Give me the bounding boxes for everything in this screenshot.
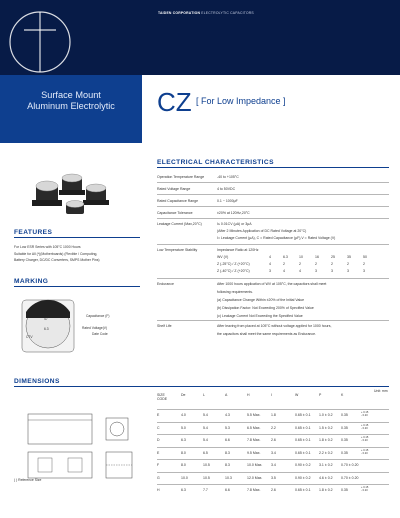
series-subtitle: [ For Low Impedance ]	[196, 96, 286, 106]
dim-cell: 12.0 Max.	[247, 475, 263, 480]
corp-name: TAIDEN CORPORATION ELECTROLYTIC CAPACITORS	[158, 11, 254, 15]
dim-cell: 2.2	[271, 425, 276, 430]
series-name: CZ	[157, 87, 192, 117]
dim-cell: 6.5 Max.	[247, 425, 261, 430]
dim-cell: + 0.15 - 0.20	[361, 436, 369, 442]
dim-cell: 0.65 ± 0.1	[295, 438, 311, 442]
dim-cell: 7.8 Max.	[247, 438, 261, 442]
dim-cell: 0.65 ± 0.1	[295, 413, 311, 417]
dim-header: K	[341, 393, 344, 397]
dim-cell: E	[157, 450, 160, 455]
dim-cell: 0.35	[341, 425, 348, 430]
dim-cell: 0.65 ± 0.1	[295, 450, 311, 455]
dim-cell: 3.1 ± 0.2	[319, 463, 333, 467]
marking-diagram	[14, 290, 134, 360]
dim-cell: 0.35	[341, 413, 348, 417]
dim-cell: 5.5 Max.	[247, 413, 261, 417]
dim-cell: 2.6	[271, 488, 276, 492]
dim-cell: + 0.15 - 0.20	[361, 448, 369, 455]
dim-cell: H	[157, 488, 160, 492]
dim-cell: 10.5	[203, 475, 210, 480]
dim-cell: G	[157, 475, 160, 480]
dim-cell: 4.6 ± 0.2	[319, 475, 333, 480]
reference-note: ( ) Reference Size	[14, 478, 42, 482]
dim-cell: 6.3	[181, 488, 186, 492]
dim-cell: 4.3	[225, 413, 230, 417]
dim-cell: 7.8 Max.	[247, 488, 261, 492]
dim-cell: 0.90 ± 0.2	[295, 463, 311, 467]
dim-header: De	[181, 393, 186, 397]
mark-series: CTV	[26, 335, 33, 339]
dim-header: W	[295, 393, 299, 397]
dim-cell: 8.0	[181, 463, 186, 467]
dim-cell: 5.3	[225, 425, 230, 430]
dim-cell: 9.5 Max.	[247, 450, 261, 455]
dim-cell: 0.70 ± 0.20	[341, 475, 359, 480]
dim-cell: 1.5 ± 0.2	[319, 425, 333, 430]
dim-cell: 6.5	[203, 450, 208, 455]
dim-cell: 0.65 ± 0.1	[295, 488, 311, 492]
dim-header: P	[319, 393, 322, 397]
dim-cell: 10.5	[203, 463, 210, 467]
dim-cell: D	[157, 438, 160, 442]
dim-cell: 0.35	[341, 450, 348, 455]
marking-rule	[14, 286, 140, 287]
dim-header: I	[271, 393, 272, 397]
dim-cell: 3.4	[271, 450, 276, 455]
dim-cell: 2.6	[271, 438, 276, 442]
dim-header: H	[247, 393, 250, 397]
dim-cell: 8.0	[181, 450, 186, 455]
dim-header: A	[225, 393, 228, 397]
marking-cap-label: Capacitance (F)	[86, 314, 110, 318]
dim-cell: 1.8 ± 0.2	[319, 438, 333, 442]
dimensions-rule	[14, 386, 389, 387]
dim-cell: 0.35	[341, 488, 348, 492]
capacitor-photo	[20, 172, 128, 220]
dim-cell: 5.4	[203, 413, 208, 417]
dim-cell: 4.0	[181, 413, 186, 417]
marking-date-label: Date Code	[92, 332, 108, 336]
dimension-drawing	[14, 410, 140, 486]
dim-cell: 6.6	[225, 488, 230, 492]
dim-cell: 10.0	[181, 475, 188, 480]
dim-cell: 8.3	[225, 463, 230, 467]
dim-cell: + 0.15 - 0.20	[361, 423, 369, 430]
mark-voltage: 6.3	[44, 327, 49, 331]
features-rule	[14, 237, 140, 238]
dim-cell: 10.3	[225, 475, 232, 480]
features-text: For Low ESR Series with 105°C 1000 Hours Suitable for All (*)(Motherboards) (Flexible / Computing, Battery Charger, DC/DC Converters, SMPS Mother Pins)	[14, 245, 100, 263]
dim-cell: E	[157, 413, 160, 417]
dim-cell: 1.0 ± 0.2	[319, 413, 333, 417]
dim-cell: C	[157, 425, 160, 430]
dim-cell: 1.8 ± 0.2	[319, 488, 333, 492]
features-heading: FEATURES	[14, 229, 53, 236]
dim-cell: 5.4	[203, 438, 208, 442]
dim-cell: 0.65 ± 0.1	[295, 425, 311, 430]
dim-cell: + 0.15 - 0.20	[361, 486, 369, 492]
dim-cell: 6.6	[225, 438, 230, 442]
product-category-title: Surface Mount Aluminum Electrolytic	[27, 90, 115, 111]
dim-cell: 2.2 ± 0.2	[319, 450, 333, 455]
marking-heading: MARKING	[14, 278, 49, 285]
dim-cell: 3.5	[271, 475, 276, 480]
dim-cell: 0.70 ± 0.20	[341, 463, 359, 467]
dim-cell: 0.35	[341, 438, 348, 442]
dim-cell: 3.4	[271, 463, 276, 467]
dim-cell: 6.3	[181, 438, 186, 442]
dim-cell: F	[157, 463, 160, 467]
brand-logo-icon	[6, 8, 74, 76]
dim-cell: 0.90 ± 0.2	[295, 475, 311, 480]
marking-voltage-label: Rated Voltage(V)	[82, 326, 108, 330]
dim-cell: 5.0	[181, 425, 186, 430]
dim-cell: 5.4	[203, 425, 208, 430]
dim-cell: 1.8	[271, 413, 276, 417]
electrical-rule	[157, 167, 389, 168]
electrical-heading: ELECTRICAL CHARACTERISTICS	[157, 159, 274, 166]
dim-cell: 8.3	[225, 450, 230, 455]
dim-cell: 10.0 Max.	[247, 463, 263, 467]
dim-cell: + 0.15 - 0.20	[361, 411, 369, 417]
dim-cell: 7.7	[203, 488, 208, 492]
dim-header: L	[203, 393, 205, 397]
marking-capacitor-icon	[18, 294, 78, 356]
mark-cap: 47	[44, 317, 48, 321]
dimensions-heading: DIMENSIONS	[14, 378, 60, 385]
units-label: Unit: mm	[374, 389, 388, 393]
dim-header: SIZE CODE	[157, 393, 168, 401]
